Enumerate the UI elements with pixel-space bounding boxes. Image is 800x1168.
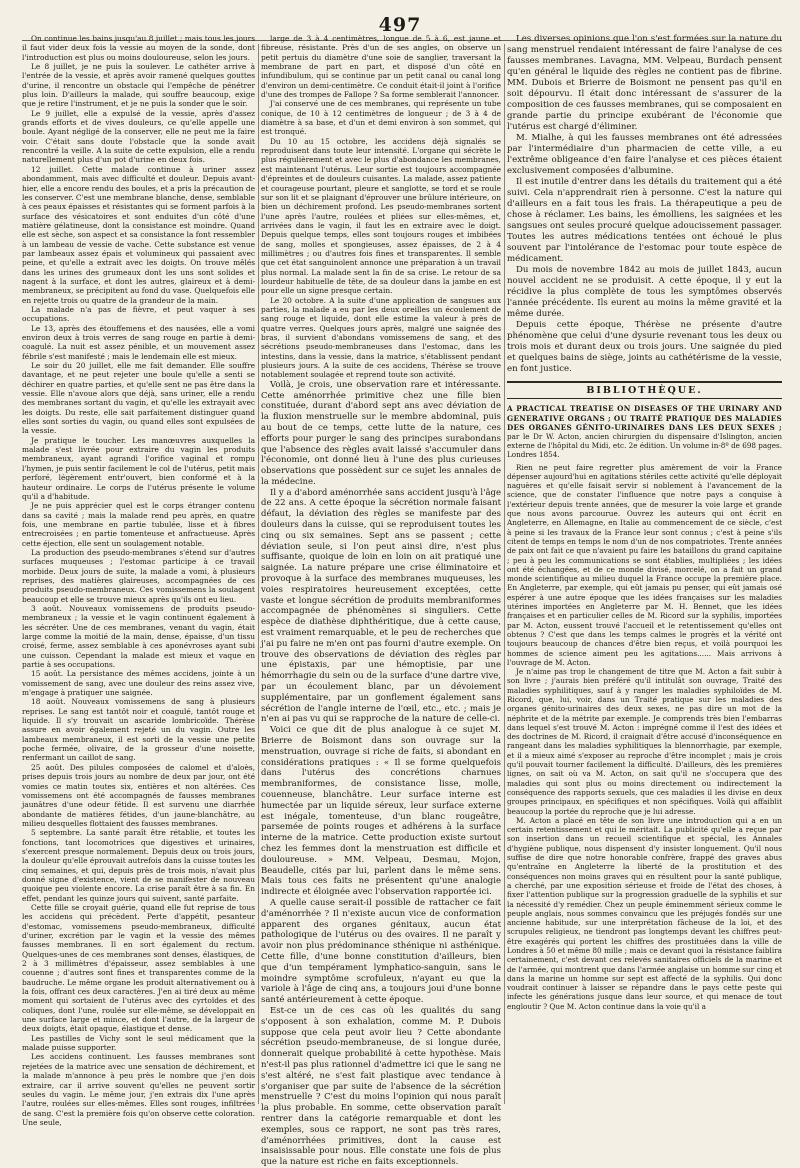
paragraph: M. Acton a placé en tête de son livre une introduction qui a en un certain retentissement et qui le méritait. La publicité qu'elle a reçue par son insertion dans un recueil scientifique et spécial, les Annales d'hygiène publique, nous dispensent d'y insister longuement. Qu'il nous suffise de dire que notre honorable confrère, frappé des graves abus qu'entraîne en Angleterre la liberté de la prostitution et des conséquences non moins graves qui en résultent pour la santé publique, a cherché, par une exposition sérieuse et froide de l'état des choses, à fixer l'attention publique sur la progression graduelle de la syphilis et sur la nécessité d'y remédier. Chez un peuple éminemment sérieux comme le peuple anglais, nous sommes convaincu que les préjugés fondés sur une ancienne habitude, sur une interprétation fâcheuse de la loi, et des scrupules religieux, ne tiendront pas longtemps devant les chiffres peut-être exagérés qui portent les chiffres des prostituées dans la ville de Londres à 50 et même 80 mille ; mais ce devant quoi la résistance faiblira certainement, c'est devant ces relevés sanitaires officiels de la marine et de l'armée, qui montrent que dans l'armée anglaise un homme sur cinq et dans la marine un homme sur sept est affecté de la syphilis. Qui donc voudrait continuer à laisser se répandre dans le pays cette peste qui infecte les générations jusque dans leur source, et qui menace de tout engloutir ? Que M. Acton continue dans la voie qu'il a <box>507 815 782 1011</box>
column-left <box>22 24 255 1127</box>
column-middle <box>261 22 502 1168</box>
paragraph: J'ai conservé une de ces membranes, qui représente un tube conique, de 10 à 12 centimètres de longueur ; de 3 à 4 de diamètre à sa base, et d'un et demi environ à son sommet, qui est tronqué. <box>261 99 501 137</box>
paragraph: Voici ce que dit de plus analogue à ce sujet M. Brierre de Boismont dans son ouvrage sur la menstruation, ouvrage si riche de faits, si abondant en considérations pratiques : « Il se forme quelquefois dans l'utérus des concrétions charnues membraniformes, de consistance lisse, molle, couenneuse, blanchâtre. Leur surface interne est humectée par un liquide séreux, leur surface externe est inégale, tomenteuse, d'un blanc rougeâtre, parsemée de points rouges et adhérens à la surface interne de la matrice. Cette production existe surtout chez les femmes dont la menstruation est difficile et douloureuse. » MM. Velpeau, Desmau, Mojon, Beaudelle, cités par lui, parlent dans le même sens. Mais tous ces faits ne présentent qu'une analogie indirecte et éloignée avec l'observation rapportée ici. <box>261 725 501 898</box>
paragraph: On continue les bains jusqu'au 8 juillet ; mais tous les jours il faut vider deux fois la vessie au moyen de la sonde, dont l'introduction est plus ou moins douloureuse, selon les jours. <box>22 34 255 62</box>
paragraph: Le 20 octobre. A la suite d'une application de sangsues aux parties, la malade a eu par les deux oreilles un écoulement de sang rouge et liquide, dont elle estime la valeur à près de quatre verres. Quelques jours après, malgré une saignée des bras, il survient d'abondans vomissemens de sang, et des sécrétions pseudo-membraneuses dans l'estomac, dans les intestins, dans la vessie, dans la matrice, s'établissent pendant plusieurs jours. A la suite de ces accidens, Thérèse se trouve notablement soulagée et reprend toute son activité. <box>261 295 501 380</box>
analysis-and-treatment <box>507 34 782 375</box>
book-review-text <box>507 463 782 1012</box>
paragraph: 18 août. Nouveaux vomissemens de sang à plusieurs reprises. Le sang est tantôt noir et coagulé, tantôt rouge et liquide. Il s'y trouvait un ascaride lombricoïde. Thérèse assure en avoir également rejeté un du vagin. Outre les lambeaux membraneux, il est sorti de la vessie une petite poche fermée, olivaire, de la grosseur d'une noisette, renfermant un caillot de sang. <box>22 697 255 763</box>
paragraph: Il y a d'abord aménorrhée sans accident jusqu'à l'âge de 22 ans. A cette époque la sécrétion normale faisant défaut, la déviation des règles se manifeste par des douleurs dans la cuisse, qui se reproduisent toutes les cinq ou six semaines. Sept ans se passent ; cette déviation seule, si l'on peut ainsi dire, n'est plus suffisante, quoique de loin en loin on ait pratiqué une saignée. La nature prépare une crise éliminatoire et provoque à la surface des membranes muqueuses, les voies respiratoires heureusement exceptées, cette vaste et longue sécrétion de produits membraniformes accompagnée de phénomènes si singuliers. Cette espèce de diathèse diphthéritique, due à cette cause, est vraiment remarquable, et le peu de recherches que j'ai pu faire ne m'en ont pas fourni d'autre exemple. On trouve des observations de déviation des règles par une épistaxis, par une hémoptisie, par une hémorrhagie du sein ou de la surface d'une dartre vive, par un écoulement blanc, par un dévoiement supplémentaire, par un gonflement également sans sécrétion de l'angle interne de l'œil, etc., etc. ; mais je n'en ai pas vu qui se rapproche de la nature de celle-ci. <box>261 487 502 725</box>
book-title <box>507 404 782 459</box>
paragraph: Je pratique le toucher. Les manœuvres auxquelles la malade s'est livrée pour extraire du vagin les produits membraneux, ayant agrandi l'orifice vaginal et rompu l'hymen, je puis sentir facilement le col de l'utérus, petit mais perforé, légèrement entr'ouvert, bien conformé et à la hauteur ordinaire. Le corps de l'utérus présente le volume qu'il a d'habitude. <box>22 435 255 501</box>
paragraph: A quelle cause serait-il possible de rattacher ce fait d'aménorrhée ? Il n'existe aucun vice de conformation apparent des organes génitaux, aucun état pathologique de l'utérus ou des ovaires. Il ne paraît y avoir non plus prédominance sthénique ni asthénique. Cette fille, d'une bonne constitution d'ailleurs, bien que d'un tempérament lymphatico-sanguin, sans le moindre symptôme scrofuleux, n'ayant eu que la variole à l'âge de cinq ans, a toujours joui d'une bonne santé antérieurement à cette époque. <box>261 897 501 1006</box>
column-right <box>507 22 782 1102</box>
paragraph: Est-ce un de ces cas où les qualités du sang s'opposent à son exhalation, comme M. P. Dubois suppose que cela peut avoir lieu ? Cette abondante sécrétion pseudo-membraneuse, de si longue durée, donnerait quelque probabilité à cette hypothèse. Mais n'est-il pas plus rationnel d'admettre ici que le sang ne s'est altéré, ne s'est fait plastique avec tendance à s'organiser que par suite de l'absence de la sécrétion menstruelle ? C'est du moins l'opinion qui nous paraît la plus probable. En somme, cette observation paraît rentrer dans la catégorie remarquable et dont les exemples, sous ce rapport, ne sont pas très rares, d'aménorrhées primitives, dont la cause est insaisissable pour nous. Elle constate une fois de plus que la nature est riche en faits exceptionnels. <box>261 1005 501 1168</box>
paragraph: Le 13, après des étouffemens et des nausées, elle a vomi environ deux à trois verres de sang rouge en partie à demi-coagulé. La nuit est assez pénible, et un mouvement assez fébrile s'est manifesté ; mais le lendemain elle est mieux. <box>22 323 255 361</box>
paragraph: Le soir du 20 juillet, elle me fait demander. Elle souffre davantage, et ne peut rejeter une boule qu'elle a senti se déchirer en quatre parties, et qu'elle sent ne pas être dans la vessie. Elle n'avoue alors que déjà, sans uriner, elle a rendu des membranes sortant du vagin, et qu'elle les extrayait avec les doigts. Du reste, elle sait parfaitement distinguer quand elles sont sorties du vagin, ou quand elles sont expulsées de la vessie. <box>22 361 255 436</box>
paragraph: Les diverses opinions que l'on s'est formées sur la nature du sang menstruel rendaient intéressant de faire l'analyse de ces fausses membranes. Lavagna, MM. Velpeau, Burdach pensent qu'en général le liquide des règles ne contient pas de fibrine. MM. Dubois et Brierre de Boismont ne pensent pas qu'il en soit dépourvu. Il était donc intéressant de s'assurer de la composition de ces fausses membranes, qui se composaient en grande partie du principe exubérant de l'économie que l'utérus est chargé d'éliminer. <box>507 34 782 132</box>
paragraph: Je n'aime pas trop le changement de titre que M. Acton a fait subir à son livre ; j'aurais bien préféré qu'il intitulât son ouvrage, Traité des maladies syphilitiques, sauf à y ranger les maladies syphiloïdes de M. Ricord, que, lui, voir, dans un Traité pratique sur les maladies des organes génito-urinaires des deux sexes, ne pas dire un mot de la néphrite et de la métrite par exemple. Je comprends très bien l'embarras dans lequel s'est trouvé M. Acton : imprégné comme il l'est des idées et des doctrines de M. Ricord, il craignait d'être accusé d'inconséquence en rangeant dans les maladies syphilitiques la blennorrhagie, par exemple, et il a mieux aimé s'exposer au reproche d'être incomplet ; mais je crois qu'il pouvait tourner facilement la difficulté. D'ailleurs, dès les premières lignes, on sait où va M. Acton, on sait qu'il ne s'occupera que des maladies qui sont plus ou moins directement ou indirectement la conséquence des rapports sexuels, que ces maladies il les divise en deux groupes principaux, en spécifiques et non spécifiques. Voilà qui affaiblit beaucoup la portée du reproche que je lui adresse. <box>507 667 782 816</box>
paragraph: Du mois de novembre 1842 au mois de juillet 1843, aucun nouvel accident ne se produisit. A cette époque, il y eut la récidive la plus complète de tous les symptômes observés l'année précédente. Ils eurent au moins la même gravité et la même durée. <box>507 265 782 319</box>
column-divider-left <box>258 44 259 1104</box>
paragraph: 15 août. La persistance des mêmes accidens, jointe à un vomissement de sang, avec une douleur des reins assez vive, m'engage à pratiquer une saignée. <box>22 669 255 698</box>
paragraph: 25 août. Des pilules composées de calomel et d'aloès, prises depuis trois jours au nombre de deux par jour, ont été vomies ce matin toutes six, entières et non altérées. Ces vomissemens ont été accompagnés de fausses membranes jaunâtres d'une odeur fétide. Il est survenu une diarrhée abondante de matières fétides, d'un jaune-blanchâtre, au milieu desquelles flottaient des fausses membranes. <box>22 762 255 828</box>
case-report-continuation <box>261 34 501 380</box>
paragraph: 3 août. Nouveaux vomissemens de produits pseudo-membraneux ; la vessie et le vagin continuent également à les sécréter. Une de ces membranes, venant du vagin, était large comme la moitié de la main, dense, épaisse, d'un tissu croisé, ferme, assez semblable à ces aponévroses ayant subi une cuisson. Cependant la malade est mieux et vaque en partie à ses occupations. <box>22 603 255 670</box>
paragraph: 12 juillet. Cette malade continue à uriner assez abondamment, mais avec difficulté et douleur. Depuis avant-hier, elle a encore rendu des boules, et a pris la précaution de les conserver. C'est une membrane blanche, dense, semblable à ces peaux épaisses et résistantes qui se forment parfois à la surface des vésicatoires et sont enduites d'un côté d'une matière gélatineuse, dont la consistance est moindre. Quand elle est sèche, son aspect et sa consistance la font ressembler à un lambeau de vessie de vache. Cette substance est venue par lambeaux assez épais et volumineux qui passaient avec peine, et qu'elle a extrait avec les doigts. On trouve mêlés dans les urines des grumeaux dont les uns sont solides et nagent à la surface, et dont les autres, glaireux et à demi-membraneux, se précipitent au fond du vase. Quelquefois elle en rejette trois ou quatre de la grandeur de la main. <box>22 164 255 305</box>
paragraph: Il est inutile d'entrer dans les détails du traitement qui a été suivi. Cela n'apprendrait rien à personne. C'est la nature qui d'ailleurs en a fait tous les frais. La thérapeutique a peu de chose à réclamer. Les bains, les émolliens, les saignées et les sangsues ont seules procuré quelque adoucissement passager. Toutes les autres médications tentées ont échoué le plus souvent par l'intolérance de l'estomac pour toute espèce de médicament. <box>507 177 782 264</box>
book-title-caps: A PRACTICAL TREATISE ON DISEASES OF THE URINARY AND GENERATIVE ORGANS ; OU TRAITÉ PRATIQUE DES MALADIES DES ORGANES GÉNITO-URINAIRES DANS LES DEUX SEXES ; <box>507 404 782 432</box>
column-divider-right <box>504 44 505 1104</box>
paragraph: Le 9 juillet, elle a expulsé de la vessie, après d'assez grands efforts et de vives douleurs, ce qu'elle appelle une boule. Ayant négligé de la conserver, elle ne peut me la faire voir. C'était sans doute l'obstacle que la sonde avait rencontré la veille. A la suite de cette expulsion, elle a rendu naturellement plus d'un pot d'urine en deux fois. <box>22 108 255 165</box>
paragraph: Cette fille se croyait guérie, quand elle fut reprise de tous les accidens qui précèdent. Perte d'appétit, pesanteur d'estomac, vomissemens pseudo-membraneux, difficulté d'uriner, excrétion par le vagin et la vessie des mêmes fausses membranes. Il en sort également du rectum. Quelques-unes de ces membranes sont denses, élastiques, de 2 à 3 millimètres d'épaisseur, assez semblables à une couenne ; d'autres sont fines et transparentes comme de la baudruche. Le même organe les produit alternativement ou à la fois, offrant ces deux caractères. J'en ai tiré deux au même moment qui sortaient de l'utérus avec des cyrtoïdes et des coliques, dont l'une, roulée sur elle-même, se développait en une surface large et mince, et dont l'autre, de la largeur de deux doigts, était opaque, élastique et dense. <box>22 902 255 1034</box>
paragraph: Du 10 au 15 octobre, les accidens déjà signalés se reproduisent dans toute leur intensité. L'organe qui sécrète le plus régulièrement et avec le plus d'abondance les membranes, est maintenant l'utérus. Leur sortie est toujours accompagnée d'épreintes et de douleurs cuisantes. La malade, assez patiente et courageuse pourtant, pleure et sanglotte, se tord et se roule sur son lit et se plaignant d'éprouver une brûlure intérieure, on bien un déchirement profond. Les pseudo-membranes sortent l'une après l'autre, roulées et pliées sur elles-mêmes, et, arrivées dans le vagin, il faut les en extraire avec le doigt. Depuis quelque temps, elles sont toujours rouges et imbibées de sang, molles et spongieuses, assez épaisses, de 2 à 4 millimètres ; ou d'autres fois fines et transparentes. Il semble que cet état sanguinolent annonce une préparation à un travail plus normal. La malade sent la fin de sa crise. Le retour de sa lourdeur habituelle de tête, de sa douleur dans la jambe en est pour elle un signe presque certain. <box>261 136 501 296</box>
paragraph: Voilà, je crois, une observation rare et intéressante. Cette aménorrhée primitive chez une fille bien constituée, durant d'abord sept ans avec déviation de la fluxion menstruelle sur le membre abdominal, puis au bout de ce temps, cette lutte de la nature, ces efforts pour purger le sang des principes surabondans que l'absence des règles avait laissé s'accumuler dans l'économie, ont donné lieu à l'une des plus curieuses observations que possèdent sur ce sujet les annales de la médecine. <box>261 379 501 487</box>
paragraph: large de 3 à 4 centimètres, longue de 5 à 6, est jaune et fibreuse, résistante. Près d'un de ses angles, on observe un petit pertuis du diamètre d'une soie de sanglier, traversant la membrane de part en part, et disposé d'un côté en infundibulum, qui se continue par un petit canal ou canal long d'environ un demi-centimètre. Ce conduit était-il joint à l'orifice d'une des trompes de Fallope ? Sa forme semblerait l'annoncer. <box>261 34 501 100</box>
page-number: 497 <box>378 14 422 36</box>
paragraph: Les accidens continuent. Les fausses membranes sont rejetées de la matrice avec une sensation de déchirement, et la malade m'annonce à peu près le nombre que j'en dois extraire, car il arrive souvent qu'elles ne peuvent sortir seules du vagin. Le même jour, j'en extrais dix l'une après l'autre, roulées sur elles-mêmes. Elles sont rouges, infiltrées de sang. C'est la première fois qu'on observe cette coloration. Une seule, <box>22 1052 255 1127</box>
paragraph: 5 septembre. La santé paraît être rétablie, et toutes les fonctions, tant locomotrices que digestives et urinaires, s'exercent presque normalement. Depuis deux ou trois jours, la douleur qu'elle éprouvait autrefois dans la cuisse toutes les cinq semaines, et qui, depuis près de trois mois, n'avait plus donné signe d'existence, vient de se manifester de nouveau quoique peu violente encore. La crise paraît être à sa fin. En effet, pendant les quinze jours qui suivent, santé parfaite. <box>22 828 255 903</box>
paragraph: Rien ne peut faire regretter plus amèrement de voir la France dépenser aujourd'hui en agitations stériles cette activité qu'elle déployait naguères et qu'elle faisait servir si noblement à l'avancement de la science, que de constater l'influence que notre pays a conquise à l'extérieur depuis trente années, que de mesurer la voie large et grande que nous avons parcourue. Ouvrez les auteurs qui ont écrit en Angleterre, en Allemagne, en Italie au commencement de ce siècle, c'est à peine si les travaux de la France leur sont connus ; c'est à peine s'ils citent de temps en temps le nom d'un de nos compatriotes. Trente années de paix ont fait ce que n'avaient pu faire les bataillons du grand capitaine ; peu à peu les communications se sont établies, multipliées ; les idées ont été échangées, et de ce monde divisé, morcelé, on a fait un grand monde scientifique au milieu duquel la France occupe la première place. En Angleterre, par exemple, qui eût jamais pu penser, qui eût jamais osé espérer à une autre époque que les idées françaises sur les maladies utérines importées en Angleterre par M. H. Bennet, que les idées françaises et en particulier celles de M. Ricord sur la syphilis, importées par M. Acton, eussent trouvé l'accueil et le retentissement qu'elles ont obtenus ? C'est que dans les temps calmes le progrès et la vérité ont toujours beaucoup de chances d'être bien reçus, et voilà pourquoi les hommes de science aiment peu les agitations...... Mais arrivons à l'ouvrage de M. Acton. <box>507 462 782 667</box>
paragraph: Je ne puis apprécier quel est le corps étranger contenu dans sa cavité ; mais la malade rend peu après, en quatre fois, une membrane en partie tubulée, lisse et à fibres entrecroisées ; en partie tomenteuse et anfractueuse. Après cette éjection, elle sent un soulagement notable. <box>22 501 255 548</box>
case-discussion <box>261 380 501 1168</box>
book-title-details: par le Dr W. Acton, ancien chirurgien du dispensaire d'Islington, ancien externe de l'hôpital du Midi, etc. 2e édition. Un volume in-8º de 698 pages. Londres 1854. <box>507 431 782 460</box>
paragraph: La production des pseudo-membranes s'étend sur d'autres surfaces muqueuses ; l'estomac participe à ce travail morbide. Deux jours de suite, la malade a vomi, à plusieurs reprises, des matières glaireuses, accompagnées de ces produits pseudo-membraneux. Ces vomissemens la soulagent beaucoup et elle se trouve mieux après qu'ils ont eu lieu. <box>22 547 255 604</box>
paragraph: Le 8 juillet, je ne puis la soulever. Le cathéter arrive à l'entrée de la vessie, et après avoir ramené quelques gouttes d'urine, il rencontre un obstacle qui l'empêche de pénétrer plus loin. D'ailleurs la malade, qui souffre beaucoup, exige que je retire l'instrument, et je ne puis la sonder que le soir. <box>22 62 255 109</box>
paragraph: La malade n'a pas de fièvre, et peut vaquer à ses occupations. <box>22 304 255 324</box>
paragraph: M. Mialhe, à qui les fausses membranes ont été adressées par l'intermédiaire d'un pharmacien de cette ville, a eu l'extrême obligeance d'en faire l'analyse et ces pièces étaient exclusivement composées d'albumine. <box>507 133 782 176</box>
paragraph: Les pastilles de Vichy sont le seul médicament que la malade puisse supporter. <box>22 1033 255 1053</box>
section-title: BIBLIOTHÈQUE. <box>507 381 782 399</box>
paragraph: Depuis cette époque, Thérèse ne présente d'autre phénomène que celui d'une dysurie revenant tous les deux ou trois mois et durant deux ou trois jours. Une saignée du pied et quelques bains de siège, joints au cathétérisme de la vessie, en font justice. <box>507 320 782 374</box>
